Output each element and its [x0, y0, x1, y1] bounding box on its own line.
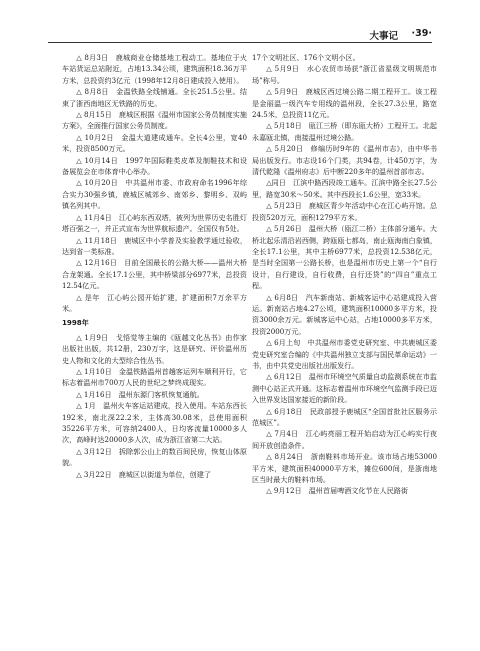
chronicle-entry: △ 1月10日 金温铁路温州首趟客运列车顺利开行，它标志着温州市700万人民的世纪之梦终成现实。	[62, 366, 247, 388]
page-header	[48, 26, 432, 43]
chronicle-entry: △ 12月16日 目前全国最长的公路大桥——温州大桥合龙架通。全长17.1公里，其中桥梁部分6977米，总投资12.54亿元。	[62, 258, 247, 291]
page-number: ·39·	[411, 28, 432, 39]
chronicle-entry: △ 5月23日 鹿城区青少年活动中心在江心屿开馆。总投资520万元，面积1279平方米。	[252, 201, 437, 222]
chronicle-entry: 17个文明社区、176个文明小区。	[252, 53, 360, 62]
chronicle-entry: △ 10月14日 1997年国际鞋类皮革及制鞋技术和设备展览会在市体育中心举办。	[62, 155, 247, 177]
chronicle-entry: △ 9月12日 温州首届啤酒文化节在人民路街	[266, 486, 409, 496]
chronicle-entry: △ 6月18日 民政部授予鹿城区“全国首批社区服务示范城区”。	[252, 406, 437, 427]
chronicle-entry: △ 11月18日 鹿城区中小学普及实验教学通过验收，达到省一类标准。	[62, 235, 247, 256]
chronicle-entry: △ 3月12日 拆除郭公山上的数百间民房，恢复山体原貌。	[62, 446, 247, 468]
chronicle-entry: △ 10月2日 金温大道建成通车。全长4公里，宽40米，投资8500万元。	[62, 132, 247, 154]
year-heading: 1998年	[62, 318, 89, 328]
chronicle-entry: △ 5月20日 修编历时9年的《温州市志》，由中华书局出版发行。市志设16个门类，共94卷，计450万字，为清代乾隆《温州府志》后中断220多年的温州首部市志。	[252, 144, 437, 177]
chronicle-entry: △同日 江滨中路西段竣工通车。江滨中路全长27.5公里，路宽30米～50米。其中西段长1.6公里，宽33米。	[252, 178, 437, 199]
chronicle-entry: △ 8月24日 浙南鞋料市场开业。该市场占地53000平方米，建筑面积40000平方米，摊位600间，是浙南地区当时最大的鞋料市场。	[252, 452, 437, 485]
chronicle-entry: △ 6月8日 汽车新南站、新城客运中心站建成投入营运。新南站占地4.27公顷，建筑面积10000多平方米，投资3000余万元。新城客运中心站，占地10000多平方米，投资2000万元。	[252, 292, 437, 336]
running-title: 大事记	[369, 31, 398, 42]
chronicle-entry: △ 1月 温州火车客运站建成，投入使用。车站东西长192米，南北深22.2米，主体高30.08米，总使用面积35226平方米，可容纳2400人，日均客流量10000多人次，高峰时达20000多人次，成为浙江省第二大站。	[62, 401, 247, 445]
right-column	[252, 52, 437, 497]
chronicle-entry: △ 6月上旬 中共温州市委党史研究室、中共鹿城区委党史研究室合编的《中共温州独立支部与国民革命运动》一书，由中共党史出版社出版发行。	[252, 338, 437, 370]
chronicle-entry: △ 10月20日 中共温州市委、市政府命名1996年综合实力30强乡镇，鹿城区城郊乡、南郊乡、黎明乡、双屿镇名列其中。	[62, 178, 247, 211]
left-column	[62, 52, 247, 480]
chronicle-entry: △ 1月9日 戈悟觉等主编的《瓯越文化丛书》由作家出版社出版，共12册，230万字，这是研究、评价温州历史人物和文化的大型综合性丛书。	[62, 332, 247, 365]
chronicle-entry: △ 8月8日 金温铁路全线铺通。全长251.5公里。结束了浙西南地区无铁路的历史。	[62, 87, 247, 108]
chronicle-entry: △ 5月9日 鹿城区西过境公路二期工程开工。该工程是金丽温一级汽车专用线的温州段，全长27.3公里，路宽24.5米，总投资11亿元。	[252, 87, 437, 120]
chronicle-entry: △ 11月4日 江心屿东西双塔，被列为世界历史名胜灯塔百强之一，并正式宣布为世界航标遗产。全国仅有5处。	[62, 212, 247, 234]
chronicle-entry: △ 3月22日 鹿城区以街道为单位，创建了	[76, 469, 211, 479]
chronicle-entry: △ 是年 江心屿公园开始扩建，扩建面积7万余平方米。	[62, 292, 247, 313]
chronicle-entry: △ 8月15日 鹿城区根据《温州市国家公务员制度实施方案》，全面推行国家公务员制度。	[62, 110, 247, 131]
chronicle-entry: △ 7月4日 江心屿亮丽工程开始启动为江心屿实行夜间开放创造条件。	[252, 429, 437, 450]
chronicle-entry: △ 5月9日 水心农贸市场获“浙江省星级文明规范市场”称号。	[252, 64, 437, 85]
chronicle-entry: △ 6月12日 温州市环境空气质量自动监测系统在市监测中心站正式开通。这标志着温州市环境空气监测手段已迈入世界发达国家接近的新阶段。	[252, 372, 437, 405]
chronicle-entry: △ 8月3日 鹿城商业仓储基地工程动工。基地位于火车站货运总站附近，占地13.34公顷，建筑面积18.36万平方米，总投资约3亿元（1998年12月8日建成投入使用）。	[62, 53, 247, 85]
chronicle-entry: △ 1月16日 温州东源门客机恢复通航。	[76, 389, 204, 399]
chronicle-entry: △ 5月18日 瓯江三桥（即东瓯大桥）工程开工。北起永嘉瓯北镇，南接温州过境公路。	[252, 121, 437, 142]
chronicle-entry: △ 5月26日 温州大桥（瓯江二桥）主体部分通车。大桥北起乐清沿岩西侧，跨瓯瓯七都岛，南止瓯海南白象镇，全长17.1公里，其中主桥6977米，总投资12.538亿元，是当时全国第一公路长桥，也是温州市历史上第一个“自行设计，自行建设，自行收费，自行还贷”的“四自”重点工程。	[252, 224, 437, 291]
